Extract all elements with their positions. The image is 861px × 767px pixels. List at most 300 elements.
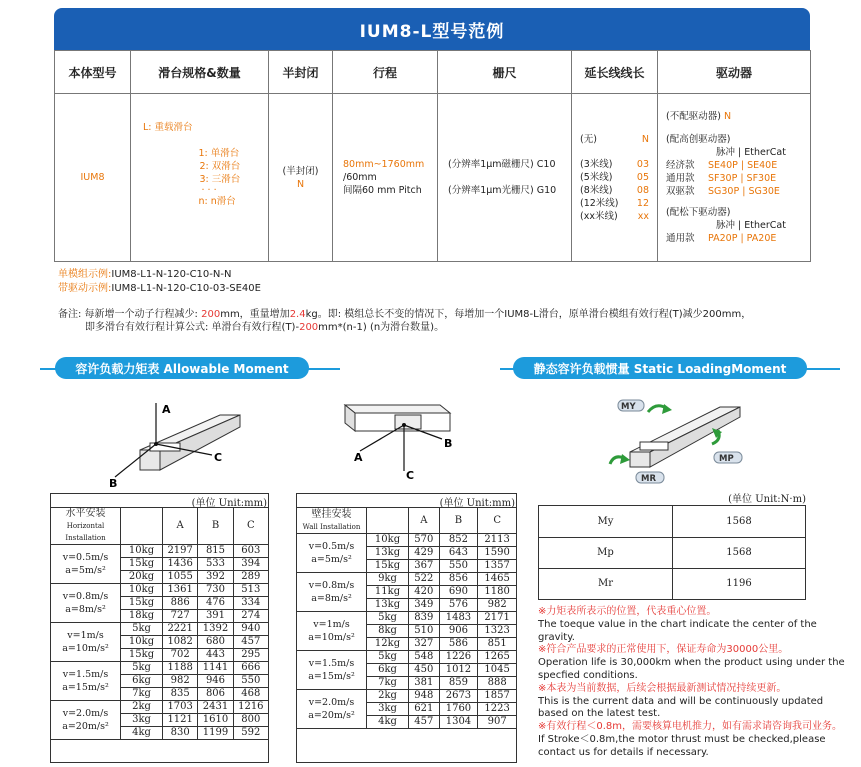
driver-cell [658,94,811,262]
load-column-header: C [478,508,517,534]
moment-value: 443 [198,649,233,662]
moment-value: 643 [439,547,478,560]
cable-row [580,197,649,210]
static-label: Mr [539,569,673,600]
moment-value: 1760 [439,703,478,716]
moment-value: 856 [439,573,478,586]
static-label: Mp [539,538,673,569]
load-weight: 5kg [121,662,163,675]
speed-accel: a=5m/s² [65,565,106,576]
moment-value: 815 [198,545,233,558]
driver-a-head: 脉冲 | EtherCat [716,147,786,158]
moment-value: 982 [163,675,198,688]
remark-value: 2.4 [289,309,306,320]
moment-value: 586 [439,638,478,651]
moment-value: 2431 [198,701,233,714]
moment-value: 548 [409,651,440,664]
speed-accel: a=20m/s² [62,721,109,732]
moment-value: 550 [439,560,478,573]
cable-row [580,133,649,146]
table-row [51,701,269,714]
load-weight: 10kg [121,584,163,597]
moment-value: 327 [409,638,440,651]
driver-code: SG30P | SG30E [708,186,780,197]
moment-value: 830 [163,727,198,740]
example-row [58,268,261,282]
example-label: 带驱动示例: [58,283,112,294]
moment-value: 1265 [478,651,517,664]
header-semi: 半封闭 [269,51,333,94]
moment-value: 392 [198,571,233,584]
moment-value: 1045 [478,664,517,677]
load-weight: 6kg [367,664,409,677]
load-weight: 10kg [367,534,409,547]
load-column-header: A [163,508,198,545]
install-type [297,508,367,534]
cable-code: 08 [636,184,649,196]
label-c: C [406,469,415,482]
driver-code: PA20P | PA20E [708,233,777,244]
remark-line-1 [58,308,848,321]
examples [58,268,261,296]
load-weight: 15kg [121,558,163,571]
static-label: My [539,506,673,538]
static-row [539,506,806,538]
horizontal-load-diagram [100,395,260,495]
moment-value: 420 [409,586,440,599]
moment-value: 886 [163,597,198,610]
load-weight: 5kg [367,651,409,664]
slide-option: 1: 单滑台 [198,148,240,159]
moment-value: 702 [163,649,198,662]
semi-cell [269,94,333,262]
moment-value: 690 [439,586,478,599]
driver-a-title: (配高创驱动器) [666,134,731,145]
remark-text: kg。即: 模组总长不变的情况下，每增加一个IUM8-L滑台，原单滑台模组有效行程(T)减少200mm， [305,309,752,320]
load-weight: 8kg [367,625,409,638]
page-title: IUM8-L型号范例 [54,8,810,50]
driver-label: 通用款 [666,173,695,184]
moment-value: 2221 [163,623,198,636]
speed-cell [51,623,121,662]
cable-label: (5米线) [580,171,613,183]
wall-unit: (单位 Unit:mm) [439,498,515,509]
moment-value: 851 [478,638,517,651]
load-weight: 7kg [121,688,163,701]
moment-value: 1188 [163,662,198,675]
load-column-header: B [439,508,478,534]
static-value: 1568 [673,538,806,569]
note-line: If Stroke＜0.8m,the motor thrust must be checked,please contact us for details if necessary. [538,733,826,758]
load-weight: 3kg [121,714,163,727]
header-slide: 滑台规格&数量 [131,51,269,94]
load-weight: 5kg [367,612,409,625]
moment-value: 533 [198,558,233,571]
moment-value: 391 [198,610,233,623]
moment-value: 1610 [198,714,233,727]
driver-b-row [666,232,810,245]
remark [58,308,848,334]
driver-label: 双驱款 [666,186,695,197]
moment-value: 476 [198,597,233,610]
model-cell: IUM8 [55,94,131,262]
note-line: This is the current data and will be continuously updated based on the latest test. [538,695,824,720]
moment-value: 666 [233,662,268,675]
static-unit: (单位 Unit:N·m) [728,494,806,505]
cable-label: (8米线) [580,184,613,196]
moment-value: 1361 [163,584,198,597]
moment-value: 800 [233,714,268,727]
moment-value: 349 [409,599,440,612]
speed-cell [51,662,121,701]
example-value: IUM8-L1-N-120-C10-N-N [111,269,232,280]
table-row [297,534,517,547]
slide-cell [131,94,269,262]
moment-value: 727 [163,610,198,623]
moment-value: 1857 [478,690,517,703]
moment-value: 367 [409,560,440,573]
moment-value: 1436 [163,558,198,571]
load-weight: 9kg [367,573,409,586]
driver-label: 通用款 [666,233,695,244]
driver-code: SF30P | SF30E [708,173,777,184]
load-weight: 6kg [121,675,163,688]
speed-cell [51,545,121,584]
remark-text: mm，重量增加 [220,309,290,320]
moment-value: 1703 [163,701,198,714]
moment-value: 1199 [198,727,233,740]
speed-velocity: v=2.0m/s [308,697,355,708]
note-line: ※有效行程＜0.8m，需要核算电机推力，如有需求请咨询我司业务。 [538,721,843,733]
cable-code: 05 [636,171,649,183]
label-mr: MR [641,474,657,484]
table-row [297,690,517,703]
moment-value: 274 [233,610,268,623]
moment-value: 1590 [478,547,517,560]
speed-accel: a=10m/s² [308,632,355,643]
moment-value: 1055 [163,571,198,584]
load-weight: 15kg [121,597,163,610]
driver-a-row [666,172,810,185]
wall-load-table [296,507,517,729]
load-column-blank [367,508,409,534]
speed-velocity: v=1.5m/s [62,669,109,680]
speed-velocity: v=2.0m/s [62,708,109,719]
remark-value: 200 [299,322,319,333]
moment-value: 570 [409,534,440,547]
wall-load-diagram [340,395,490,485]
load-weight: 15kg [121,649,163,662]
load-weight: 20kg [121,571,163,584]
moment-value: 550 [233,675,268,688]
moment-value: 2197 [163,545,198,558]
label-b: B [109,477,118,490]
driver-none-label: (不配驱动器) [666,111,721,122]
horizontal-load-table [50,507,269,740]
speed-cell [297,534,367,573]
load-column-header: C [233,508,268,545]
moment-value: 1357 [478,560,517,573]
moment-value: 907 [478,716,517,729]
moment-value: 592 [233,727,268,740]
slide-prefix: L: 重载滑台 [143,122,193,133]
moment-value: 429 [409,547,440,560]
semi-label: (半封闭) [282,165,319,177]
label-c: C [214,451,223,464]
note-line: The toeque value in the chart indicate the center of the gravity. [538,618,817,643]
stroke-range: 80mm~1760mm [343,159,425,170]
remark-text: 即多滑台有效行程计算公式: 单滑台有效行程(T)- [85,322,300,333]
moment-value: 948 [409,690,440,703]
load-weight: 4kg [121,727,163,740]
cable-row [580,210,649,223]
header-scale: 栅尺 [438,51,572,94]
speed-cell [51,701,121,740]
cable-row [580,158,649,171]
load-header-row [297,508,517,534]
remark-text: 备注: 每新增一个动子行程减少: [58,309,202,320]
slide-option: 2: 双滑台 [199,161,241,172]
speed-velocity: v=1.5m/s [308,658,355,669]
section-title-allowable: 容许负载力矩表 Allowable Moment [55,357,309,379]
speed-accel: a=8m/s² [65,604,106,615]
stroke-cell [333,94,438,262]
table-row [297,612,517,625]
header-model: 本体型号 [55,51,131,94]
moment-value: 576 [439,599,478,612]
cable-code: 12 [636,197,649,209]
notes [538,606,856,760]
moment-value: 1012 [439,664,478,677]
label-a: A [354,451,363,464]
moment-value: 1465 [478,573,517,586]
moment-value: 510 [409,625,440,638]
load-weight: 13kg [367,599,409,612]
scale-opt: (分辨率1μm光栅尺) G10 [448,185,557,196]
speed-cell [297,612,367,651]
example-label: 单模组示例: [58,269,112,280]
moment-value: 394 [233,558,268,571]
slide-option: n: n滑台 [198,196,236,207]
semi-code: N [296,178,305,190]
install-title: 水平安装 [65,508,106,519]
driver-code: SE40P | SE40E [708,160,778,171]
driver-none-code: N [723,111,732,122]
cable-row [580,171,649,184]
stroke-unit: /60mm [343,172,377,183]
moment-value: 513 [233,584,268,597]
horizontal-unit: (单位 Unit:mm) [191,498,267,509]
moment-value: 940 [233,623,268,636]
driver-a-row [666,159,810,172]
speed-velocity: v=0.8m/s [62,591,109,602]
cable-label: (xx米线) [580,210,618,222]
load-weight: 7kg [367,677,409,690]
moment-value: 295 [233,649,268,662]
moment-value: 289 [233,571,268,584]
moment-value: 381 [409,677,440,690]
stroke-pitch: 间隔60 mm Pitch [343,185,422,196]
label-mp: MP [719,454,734,464]
load-column-header: A [409,508,440,534]
speed-accel: a=15m/s² [308,671,355,682]
moment-value: 1180 [478,586,517,599]
table-row [51,623,269,636]
moment-value: 835 [163,688,198,701]
table-row [297,651,517,664]
section-title-static: 静态容许负载惯量 Static LoadingMoment [513,357,807,379]
load-header-row [51,508,269,545]
driver-label: 经济款 [666,160,695,171]
example-row [58,282,261,296]
scale-cell [438,94,572,262]
speed-accel: a=10m/s² [62,643,109,654]
load-weight: 13kg [367,547,409,560]
slide-option: 3: 三滑台 [199,174,241,185]
static-table [538,505,806,600]
example-value: IUM8-L1-N-120-C10-03-SE40E [111,283,261,294]
cable-label: (无) [580,133,597,145]
moment-value: 852 [439,534,478,547]
label-a: A [162,403,171,416]
moment-value: 1304 [439,716,478,729]
moment-value: 2673 [439,690,478,703]
remark-value: 200 [201,309,221,320]
speed-velocity: v=0.5m/s [308,541,355,552]
moment-value: 906 [439,625,478,638]
speed-cell [297,651,367,690]
moment-value: 334 [233,597,268,610]
speed-velocity: v=1m/s [67,630,104,641]
note-line: ※本表为当前数据，后续会根据最新测试情况持续更新。 [538,682,787,694]
note-line: ※力矩表所表示的位置，代表重心位置。 [538,606,717,617]
speed-velocity: v=1m/s [313,619,350,630]
cable-row [580,184,649,197]
moment-value: 603 [233,545,268,558]
moment-value: 468 [233,688,268,701]
moment-value: 522 [409,573,440,586]
load-weight: 10kg [121,545,163,558]
install-subtitle: Wall Installation [302,522,361,531]
speed-accel: a=15m/s² [62,682,109,693]
moment-value: 1082 [163,636,198,649]
load-weight: 12kg [367,638,409,651]
speed-cell [51,584,121,623]
speed-accel: a=5m/s² [311,554,352,565]
cable-label: (12米线) [580,197,619,209]
moment-value: 1216 [233,701,268,714]
load-weight: 10kg [121,636,163,649]
label-b: B [444,437,453,450]
moment-value: 730 [198,584,233,597]
load-weight: 2kg [367,690,409,703]
driver-b-head: 脉冲 | EtherCat [716,220,786,231]
static-row [539,569,806,600]
moment-value: 839 [409,612,440,625]
table-row [51,584,269,597]
driver-none [666,110,810,123]
speed-accel: a=8m/s² [311,593,352,604]
moment-value: 457 [233,636,268,649]
load-weight: 15kg [367,560,409,573]
load-weight: 3kg [367,703,409,716]
table-row [51,545,269,558]
load-weight: 18kg [121,610,163,623]
moment-value: 1121 [163,714,198,727]
install-subtitle: Horizontal Installation [65,522,106,542]
moment-value: 1223 [478,703,517,716]
moment-value: 680 [198,636,233,649]
moment-value: 621 [409,703,440,716]
moment-value: 982 [478,599,517,612]
cable-label: (3米线) [580,158,613,170]
table-row [51,662,269,675]
note-line: Operation life is 30,000km when the product using under the specfied conditions. [538,657,845,681]
moment-value: 457 [409,716,440,729]
moment-value: 888 [478,677,517,690]
remark-text: mm*(n-1) (n为滑台数量)。 [318,322,445,333]
moment-value: 1226 [439,651,478,664]
label-my: MY [621,402,636,412]
scale-mag: (分辨率1μm磁栅尺) C10 [448,159,556,170]
load-column-blank [121,508,163,545]
remark-line-2 [58,321,848,334]
moment-value: 1323 [478,625,517,638]
moment-value: 2171 [478,612,517,625]
moment-value: 1141 [198,662,233,675]
install-type [51,508,121,545]
moment-value: 1483 [439,612,478,625]
header-stroke: 行程 [333,51,438,94]
cable-code: N [641,133,649,145]
spec-header-row [55,51,811,94]
moment-value: 2113 [478,534,517,547]
moment-value: 806 [198,688,233,701]
static-row [539,538,806,569]
static-moment-diagram [600,392,760,488]
load-weight: 2kg [121,701,163,714]
driver-a-row [666,185,810,198]
load-weight: 11kg [367,586,409,599]
table-row [297,573,517,586]
cable-cell [572,94,658,262]
moment-value: 946 [198,675,233,688]
moment-value: 1392 [198,623,233,636]
driver-b-title: (配松下驱动器) [666,207,731,218]
note-line: ※符合产品要求的正常使用下，保证寿命为30000公里。 [538,644,789,656]
spec-table [54,50,811,262]
load-weight: 5kg [121,623,163,636]
speed-accel: a=20m/s² [308,710,355,721]
moment-value: 859 [439,677,478,690]
spec-value-row [55,94,811,262]
cable-code: 03 [636,158,649,170]
speed-velocity: v=0.5m/s [62,552,109,563]
static-value: 1568 [673,506,806,538]
load-column-header: B [198,508,233,545]
load-weight: 4kg [367,716,409,729]
install-title: 壁挂安装 [311,508,352,520]
moment-value: 450 [409,664,440,677]
slide-option: · · · [201,185,217,196]
header-cable: 延长线线长 [572,51,658,94]
header-driver: 驱动器 [658,51,811,94]
speed-cell [297,690,367,729]
cable-code: xx [637,210,649,222]
speed-cell [297,573,367,612]
speed-velocity: v=0.8m/s [308,580,355,591]
static-value: 1196 [673,569,806,600]
